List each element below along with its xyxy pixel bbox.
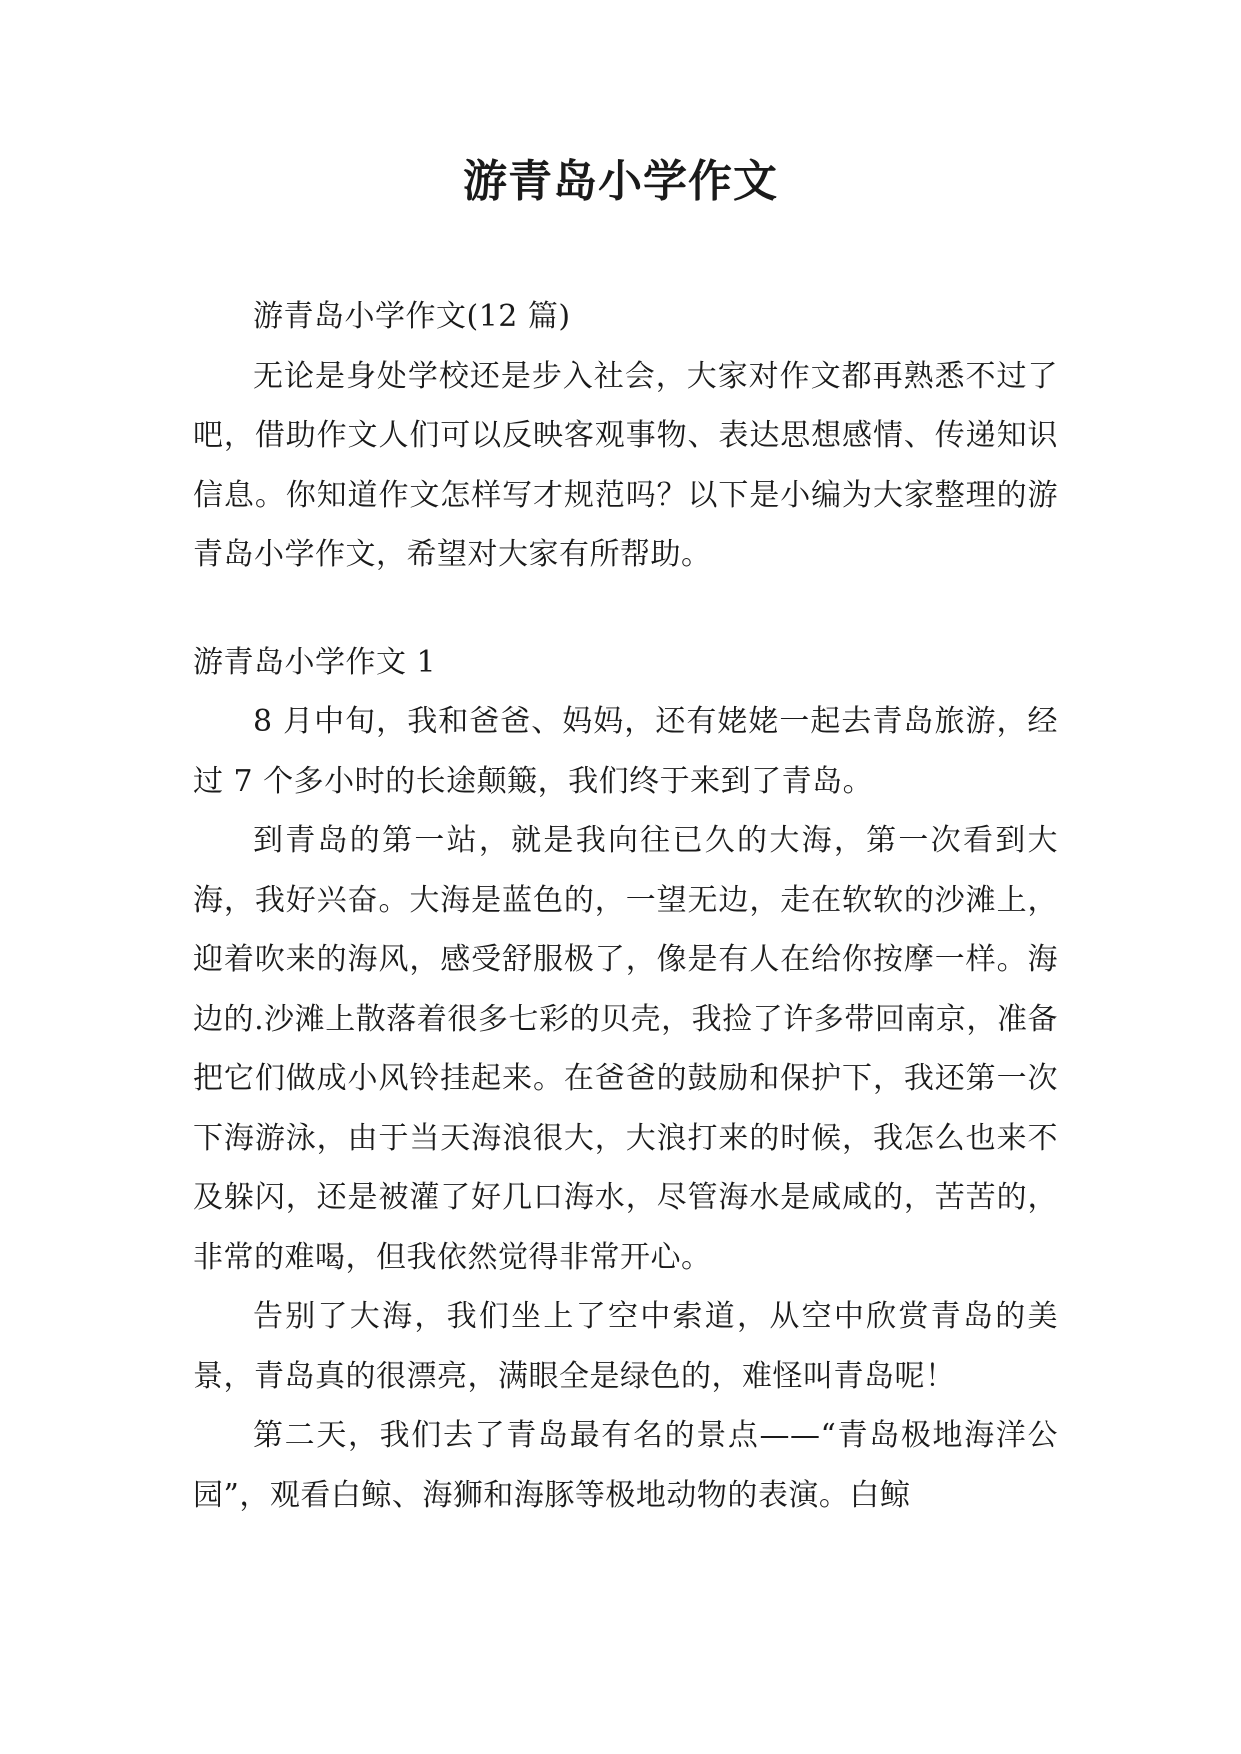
document-title: 游青岛小学作文 bbox=[463, 156, 778, 207]
document-body bbox=[193, 287, 1058, 1525]
body-paragraph: 第二天，我们去了青岛最有名的景点——“青岛极地海洋公园”，观看白鲸、海狮和海豚等极地动物的表演。白鲸 bbox=[193, 1418, 1058, 1513]
body-paragraph: 告别了大海，我们坐上了空中索道，从空中欣赏青岛的美景，青岛真的很漂亮，满眼全是绿色的，难怪叫青岛呢！ bbox=[193, 1299, 1058, 1394]
body-paragraph: 8 月中旬，我和爸爸、妈妈，还有姥姥一起去青岛旅游，经过 7 个多小时的长途颠簸，我们终于来到了青岛。 bbox=[193, 704, 1058, 799]
body-paragraph: 到青岛的第一站，就是我向往已久的大海，第一次看到大海，我好兴奋。大海是蓝色的，一望无边，走在软软的沙滩上，迎着吹来的海风，感受舒服极了，像是有人在给你按摩一样。海边的.沙滩上散落着很多七彩的贝壳，我捡了许多带回南京，准备把它们做成小风铃挂起来。在爸爸的鼓励和保护下，我还第一次下海游泳，由于当天海浪很大，大浪打来的时候，我怎么也来不及躲闪，还是被灌了好几口海水，尽管海水是咸咸的，苦苦的，非常的难喝，但我依然觉得非常开心。 bbox=[193, 823, 1058, 1275]
document-subtitle: 游青岛小学作文(12 篇) bbox=[253, 299, 571, 334]
section-heading: 游青岛小学作文 1 bbox=[193, 644, 437, 680]
intro-paragraph: 无论是身处学校还是步入社会，大家对作文都再熟悉不过了吧，借助作文人们可以反映客观事物、表达思想感情、传递知识信息。你知道作文怎样写才规范吗？以下是小编为大家整理的游青岛小学作文，希望对大家有所帮助。 bbox=[193, 358, 1058, 572]
